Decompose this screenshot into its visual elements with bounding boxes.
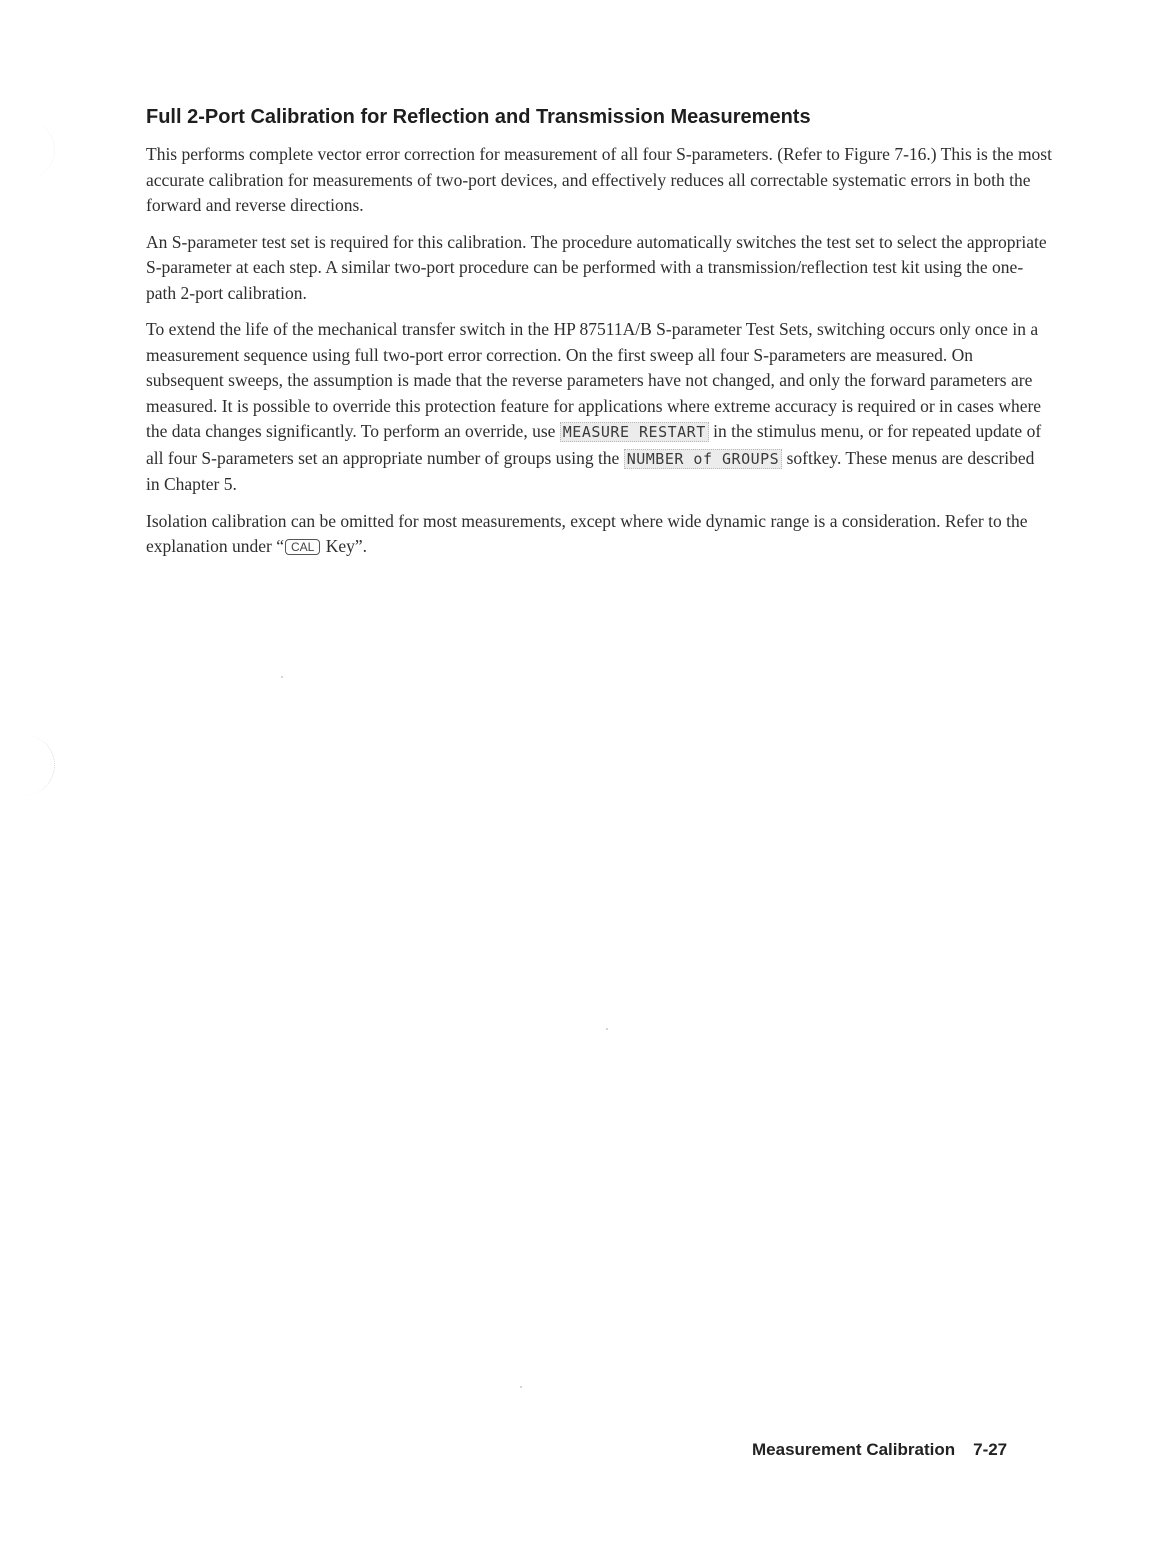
- page-footer: [752, 1438, 1052, 1462]
- paragraph-text-segment: Isolation calibration can be omitted for most measurements, except where wide dynamic range is a consideration. Refer to the explanation under “: [146, 510, 1028, 556]
- section-heading: Full 2-Port Calibration for Reflection and Transmission Measurements: [146, 106, 811, 128]
- scan-speck: [520, 1386, 522, 1388]
- scan-speck: [281, 676, 283, 678]
- punch-hole-mark: [14, 735, 55, 795]
- paragraph-test-set-requirement: An S-parameter test set is required for this calibration. The procedure automatically switches the test set to select the appropriate S-parameter at each step. A similar two-port procedure can be performed with a transmission/reflection test kit using the one-path 2-port calibration.: [146, 231, 1047, 303]
- footer-page-number: 7-27: [973, 1440, 1008, 1459]
- paragraph-text-segment: in the stimulus menu, or for repeated update of all four S-parameters set an appropriate number of groups using the: [146, 421, 1042, 468]
- measure-restart-softkey: MEASURE RESTART: [560, 422, 709, 442]
- paragraph-text-segment: Key”.: [321, 536, 368, 556]
- paragraph-transfer-switch: [146, 317, 1052, 498]
- number-of-groups-softkey: NUMBER of GROUPS: [624, 449, 783, 469]
- paragraph-text-segment: To extend the life of the mechanical transfer switch in the HP 87511A/B S-parameter Test Sets, switching occurs only once in a measurement sequence using full two-port error correction. On the first sweep all four S-parameters are measured. On subsequent sweeps, the assumption is made that the reverse parameters have not changed, and only the forward parameters are measured. It is possible to override this protection feature for applications where extreme accuracy is required or in cases where the data changes significantly. To perform an override, use: [146, 319, 1042, 441]
- paragraph-text-segment: softkey. These menus are described in Chapter 5.: [146, 447, 1035, 494]
- paragraph-overview: This performs complete vector error correction for measurement of all four S-parameters. (Refer to Figure 7-16.) This is the most accurate calibration for measurements of two-port devices, and effectively reduces all correctable systematic errors in both the forward and reverse directions.: [146, 144, 1052, 215]
- paragraph-isolation: [146, 509, 1052, 560]
- body-text: [146, 142, 1052, 571]
- scan-speck: [606, 1028, 608, 1030]
- cal-hardkey: CAL: [285, 539, 320, 555]
- punch-hole-mark: [14, 120, 55, 180]
- footer-section-title: Measurement Calibration: [752, 1440, 956, 1459]
